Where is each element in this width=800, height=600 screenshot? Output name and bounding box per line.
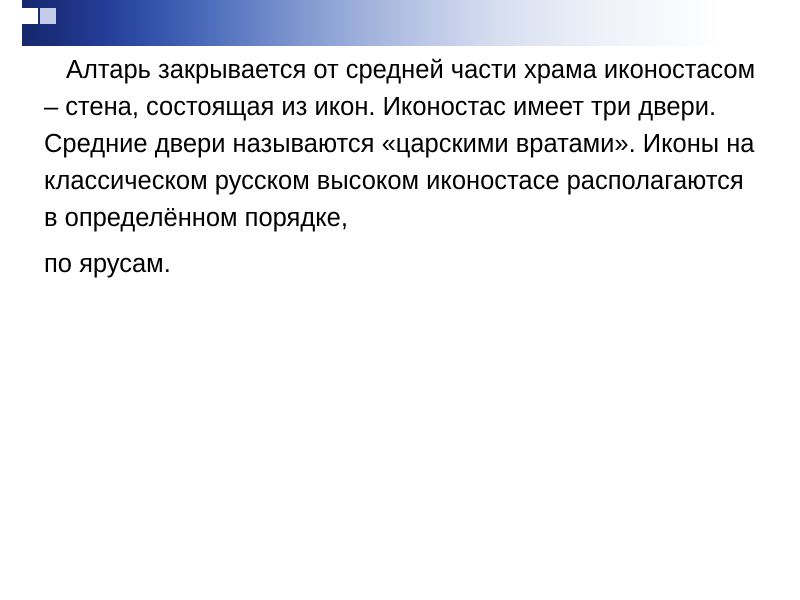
header-square-light-blue [40, 8, 56, 24]
slide-content [44, 52, 763, 283]
body-paragraph [44, 52, 763, 237]
header-gradient-band [0, 0, 800, 46]
body-paragraph-text: Алтарь закрывается от средней части храма иконостасом – стена, состоящая из икон. Иконостас имеет три двери. Средние двери называются «царскими вратами». Иконы на классическом русском высоком иконостасе располагаются в определённом порядке, [44, 56, 763, 232]
header-square-white [22, 8, 38, 24]
body-paragraph-tail: по ярусам. [44, 250, 171, 278]
header-band-left-mask [0, 0, 22, 46]
header-square-dark-blue [22, 24, 38, 40]
